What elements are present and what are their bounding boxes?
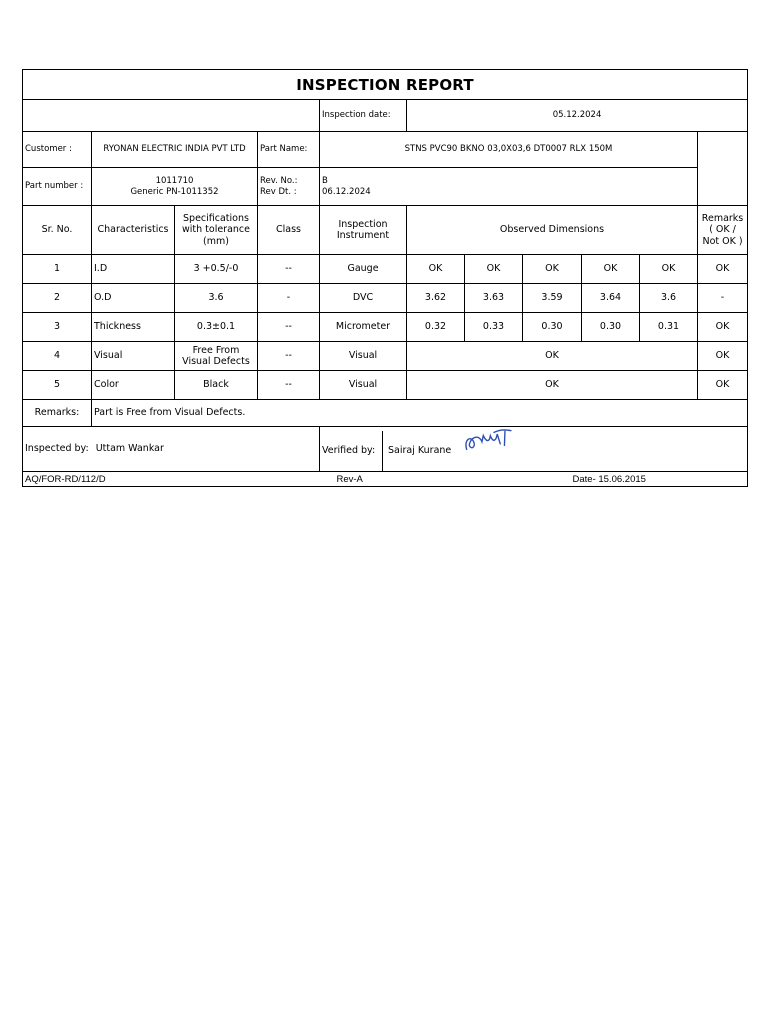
row-characteristic: O.D <box>92 284 175 313</box>
header-observed-dimensions: Observed Dimensions <box>407 206 698 255</box>
row-remarks: OK <box>698 313 748 342</box>
row-class: -- <box>258 313 320 342</box>
part-name-value: STNS PVC90 BKNO 03,0X03,6 DT0007 RLX 150M <box>320 132 698 168</box>
title-row <box>23 70 748 100</box>
rev-labels-cell <box>258 168 320 206</box>
row-observation: 3.6 <box>640 284 698 313</box>
row-observation: 3.64 <box>582 284 640 313</box>
row-remarks: - <box>698 284 748 313</box>
form-date: Date- 15.06.2015 <box>571 472 748 487</box>
row-class: -- <box>258 342 320 371</box>
customer-value: RYONAN ELECTRIC INDIA PVT LTD <box>92 132 258 168</box>
inspected-by-name: Uttam Wankar <box>95 443 164 455</box>
row-sr: 1 <box>23 255 92 284</box>
row-observation: 3.59 <box>523 284 582 313</box>
inspection-date-label: Inspection date: <box>320 100 407 132</box>
rev-dt-label: Rev Dt. : <box>260 186 297 197</box>
form-revision: Rev-A <box>335 472 571 487</box>
table-row <box>23 371 748 400</box>
row-remarks: OK <box>698 371 748 400</box>
row-sr: 5 <box>23 371 92 400</box>
row-observation: OK <box>582 255 640 284</box>
row-observation: 0.30 <box>523 313 582 342</box>
row-sr: 3 <box>23 313 92 342</box>
row-observation-merged: OK <box>407 371 698 400</box>
header-specifications: Specifications with tolerance (mm) <box>175 206 258 255</box>
inspection-date-value: 05.12.2024 <box>407 100 748 132</box>
form-footer <box>22 472 748 487</box>
row-sr: 2 <box>23 284 92 313</box>
row-observation: 0.31 <box>640 313 698 342</box>
row-observation: OK <box>523 255 582 284</box>
row-class: - <box>258 284 320 313</box>
rev-dt-value: 06.12.2024 <box>322 186 371 197</box>
header-class: Class <box>258 206 320 255</box>
table-row <box>23 255 748 284</box>
rev-values-cell <box>320 168 698 206</box>
part-number-label: Part number : <box>23 168 92 206</box>
row-observation: 0.32 <box>407 313 465 342</box>
blank-cell <box>23 100 320 132</box>
inspection-report-table <box>22 69 748 472</box>
row-specification: Black <box>175 371 258 400</box>
verified-by-cell <box>320 427 748 472</box>
remarks-label: Remarks: <box>23 400 92 427</box>
row-instrument: DVC <box>320 284 407 313</box>
row-observation: 0.30 <box>582 313 640 342</box>
row-remarks: OK <box>698 342 748 371</box>
part-number-cell <box>92 168 258 206</box>
signoff-row <box>23 427 748 472</box>
row-observation-merged: OK <box>407 342 698 371</box>
rev-no-label: Rev. No.: <box>260 176 298 187</box>
row-remarks: OK <box>698 255 748 284</box>
row-characteristic: Visual <box>92 342 175 371</box>
row-observation: OK <box>640 255 698 284</box>
table-row <box>23 342 748 371</box>
remarks-text: Part is Free from Visual Defects. <box>92 400 748 427</box>
row-observation: 3.62 <box>407 284 465 313</box>
inspected-by-cell <box>23 427 320 472</box>
inspection-report-sheet <box>22 69 747 487</box>
signature <box>461 424 518 459</box>
header-remarks: Remarks ( OK / Not OK ) <box>698 206 748 255</box>
row-observation: 3.63 <box>465 284 523 313</box>
header-sr-no: Sr. No. <box>23 206 92 255</box>
customer-label: Customer : <box>23 132 92 168</box>
table-row <box>23 284 748 313</box>
verified-by-name: Sairaj Kurane <box>388 445 452 456</box>
row-class: -- <box>258 255 320 284</box>
table-row <box>23 313 748 342</box>
signature-scribble <box>461 424 517 456</box>
row-characteristic: Thickness <box>92 313 175 342</box>
column-header-row <box>23 206 748 255</box>
row-observation: 0.33 <box>465 313 523 342</box>
row-instrument: Visual <box>320 371 407 400</box>
row-class: -- <box>258 371 320 400</box>
part-name-label: Part Name: <box>258 132 320 168</box>
row-observation: OK <box>407 255 465 284</box>
row-characteristic: Color <box>92 371 175 400</box>
row-specification: 3.6 <box>175 284 258 313</box>
row-specification: 0.3±0.1 <box>175 313 258 342</box>
verified-by-label: Verified by: <box>320 431 383 471</box>
row-characteristic: I.D <box>92 255 175 284</box>
remarks-row <box>23 400 748 427</box>
customer-row <box>23 132 748 168</box>
part-number-value: 1011710 <box>155 176 194 187</box>
header-characteristics: Characteristics <box>92 206 175 255</box>
row-sr: 4 <box>23 342 92 371</box>
generic-pn-value: Generic PN-1011352 <box>130 186 219 197</box>
inspection-date-row <box>23 100 748 132</box>
row-instrument: Visual <box>320 342 407 371</box>
report-title: INSPECTION REPORT <box>23 70 748 100</box>
row-observation: OK <box>465 255 523 284</box>
row-instrument: Gauge <box>320 255 407 284</box>
blank-cell <box>698 132 748 206</box>
part-number-row <box>23 168 748 206</box>
row-specification: Free From Visual Defects <box>175 342 258 371</box>
rev-no-value: B <box>322 176 328 187</box>
form-number: AQ/FOR-RD/112/D <box>23 472 335 487</box>
header-instrument: Inspection Instrument <box>320 206 407 255</box>
inspected-by-label: Inspected by: <box>25 443 89 455</box>
row-specification: 3 +0.5/-0 <box>175 255 258 284</box>
row-instrument: Micrometer <box>320 313 407 342</box>
